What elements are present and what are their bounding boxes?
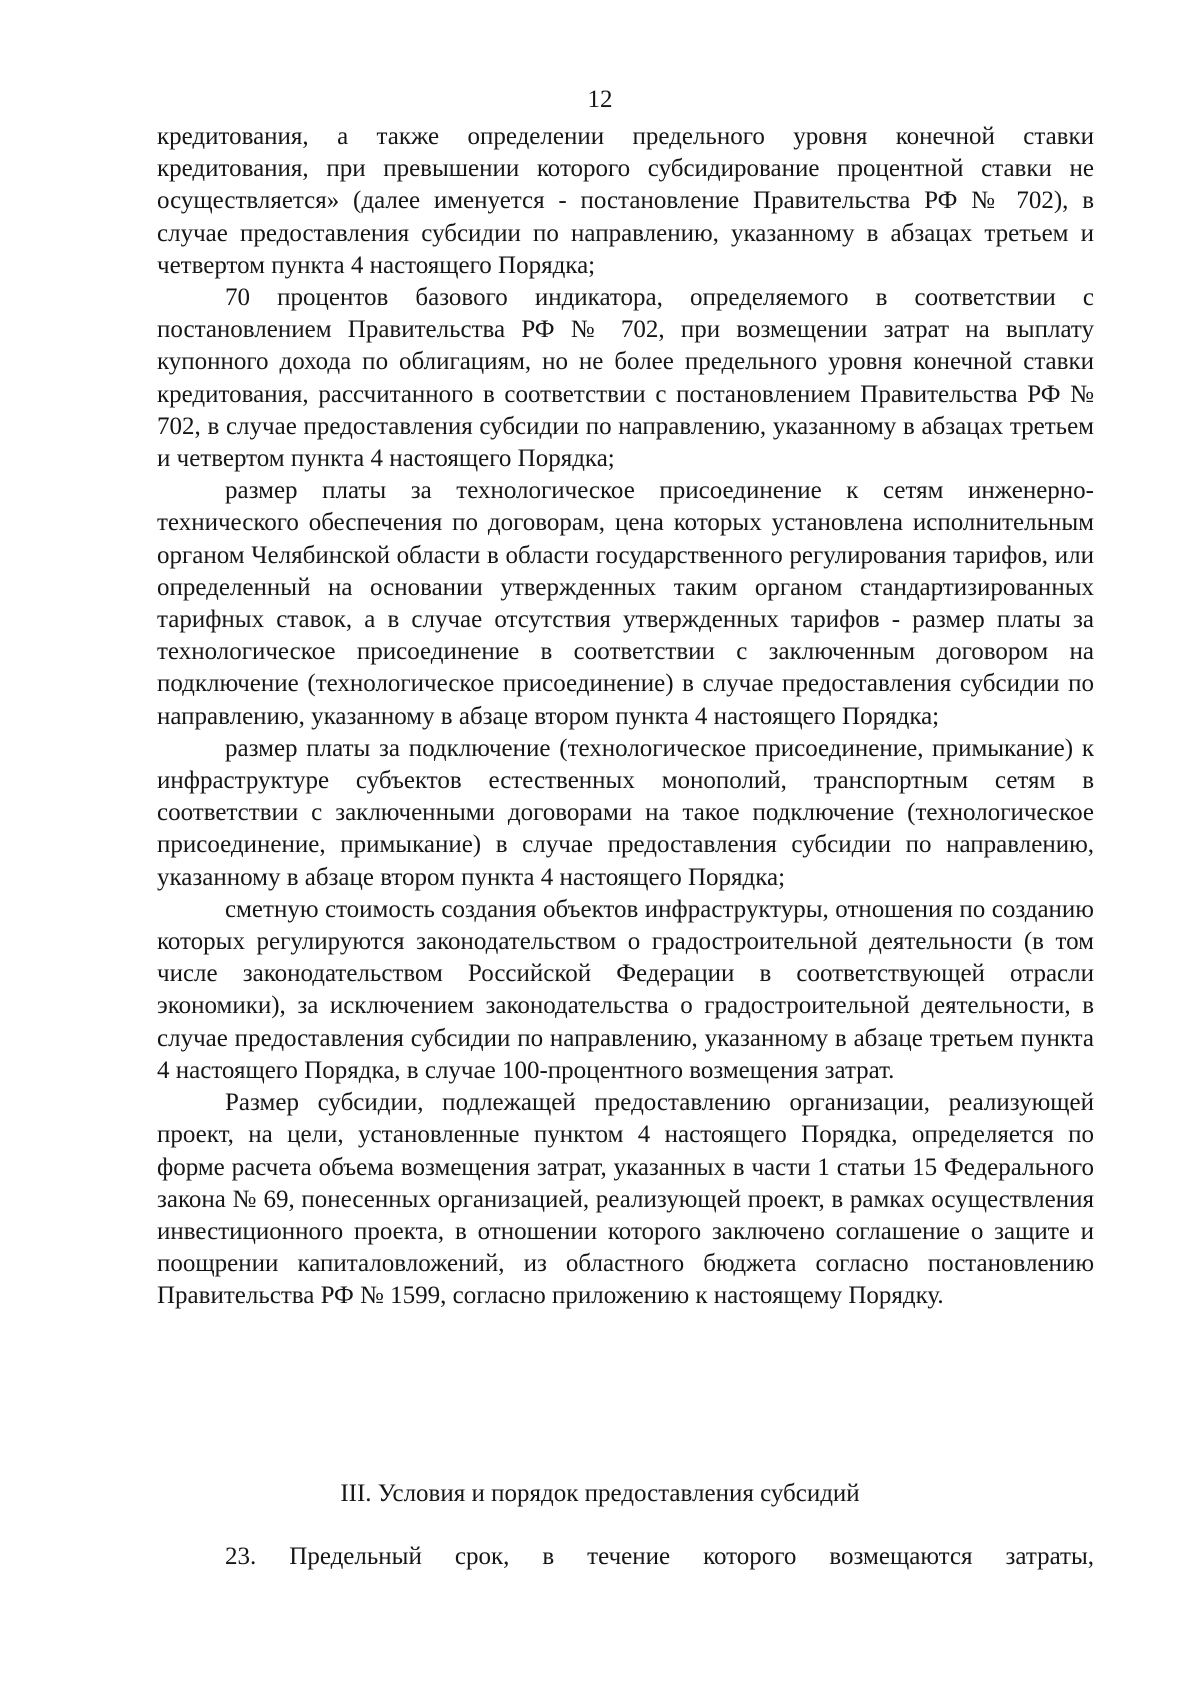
section-heading: III. Условия и порядок предоставления субсидий [340,1480,860,1507]
paragraph-tech-connection-fee: размер платы за технологическое присоединение к сетям инженерно-технического обеспечения по договорам, цена которых установлена исполнительным органом Челябинской области в области государственного регулирования тарифов, или определенный на основании утвержденных таким органом стандартизированных тарифных ставок, а в случае отсутствия утвержденных тарифов - размер платы за технологическое присоединение в соответствии с заключенным договором на подключение (технологическое присоединение) в случае предоставления субсидии по направлению, указанному в абзаце втором пункта 4 настоящего Порядка; [157,477,1094,730]
paragraph-continuation: кредитования, а также определении предельного уровня конечной ставки кредитования, при превышении которого субсидирование процентной ставки не осуществляется» (далее именуется - постановление Правительства РФ № 702), в случае предоставления субсидии по направлению, указанному в абзацах третьем и четвертом пункта 4 настоящего Порядка; [157,123,1094,279]
paragraph-estimated-cost: сметную стоимость создания объектов инфраструктуры, отношения по созданию которых регулируются законодательством о градостроительной деятельности (в том числе законодательством Российской Федерации в соответствующей отрасли экономики), за исключением законодательства о градостроительной деятельности, в случае предоставления субсидии по направлению, указанному в абзаце третьем пункта 4 настоящего Порядка, в случае 100-процентного возмещения затрат. [157,895,1094,1084]
body-text [157,121,1094,1313]
item-23: 23. Предельный срок, в течение которого возмещаются затраты, [225,1543,1094,1570]
paragraph-connection-fee-monopolies: размер платы за подключение (технологическое присоединение, примыкание) к инфраструктуре субъектов естественных монополий, транспортным сетям в соответствии с заключенными договорами на такое подключение (технологическое присоединение, примыкание) в случае предоставления субсидии по направлению, указанному в абзаце втором пункта 4 настоящего Порядка; [157,734,1094,891]
paragraph-subsidy-amount: Размер субсидии, подлежащей предоставлению организации, реализующей проект, на цели, установленные пунктом 4 настоящего Порядка, определяется по форме расчета объема возмещения затрат, указанных в части 1 статьи 15 Федерального закона № 69, понесенных организацией, реализующей проект, в рамках осуществления инвестиционного проекта, в отношении которого заключено соглашение о защите и поощрении капиталовложений, из областного бюджета согласно постановлению Правительства РФ № 1599, согласно приложению к настоящему Порядку. [157,1089,1094,1310]
page-number: 12 [587,86,613,113]
paragraph-base-indicator: 70 процентов базового индикатора, определяемого в соответствии с постановлением Правительства РФ № 702, при возмещении затрат на выплату купонного дохода по облигациям, но не более предельного уровня конечной ставки кредитования, рассчитанного в соответствии с постановлением Правительства РФ № 702, в случае предоставления субсидии по направлению, указанному в абзацах третьем и четвертом пункта 4 настоящего Порядка; [157,284,1094,473]
